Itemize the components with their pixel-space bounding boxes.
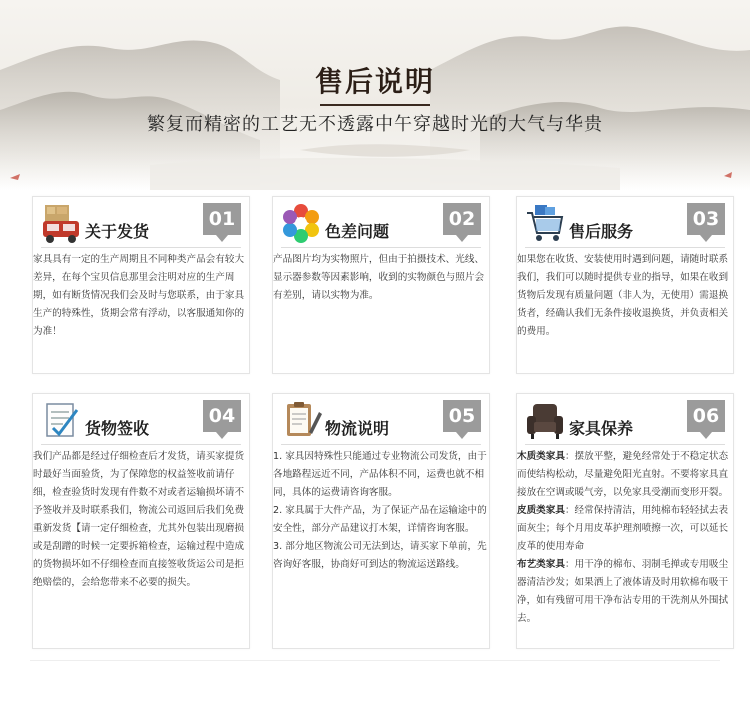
card-body (517, 251, 733, 341)
sign-document-icon (39, 398, 83, 442)
card-paragraph (517, 556, 733, 628)
card-divider (41, 444, 241, 445)
card-title: 家具保养 (569, 419, 634, 438)
paragraph-text: ：用干净的棉布、羽制毛掸或专用吸尘器清洁沙发；如果洒上了液体请及时用软棉布吸干净，如有残留可用干净布沾专用的干洗剂从外围拭去。 (517, 559, 729, 624)
card-number-badge: 05 (443, 400, 481, 432)
card-paragraph: 1. 家具因特殊性只能通过专业物流公司发货，由于各地路程远近不同，产品体积不同，运费也就不相同，具体的运费请咨询客服。 (273, 451, 487, 498)
card-logistics (272, 393, 490, 649)
card-paragraph: 如果您在收货、安装使用时遇到问题，请随时联系我们，我们可以随时提供专业的指导，如果在收到货物后发现有质量问题（非人为，无使用）需退换货者，经确认我们无条件接收退换货，并负责相关的费用。 (517, 254, 729, 337)
card-divider (41, 247, 241, 248)
card-title: 物流说明 (325, 419, 390, 438)
card-furniture-care (516, 393, 734, 649)
card-paragraph: 家具具有一定的生产周期且不同种类产品会有较大差异，在每个宝贝信息那里会注明对应的生产周期，如有断货情况我们会及时与您联系，由于家具生产的特殊性，货期会常有浮动，以客服通知你的为准！ (33, 254, 245, 337)
card-shipping (32, 196, 250, 374)
page-subtitle: 繁复而精密的工艺无不透露中午穿越时光的大气与华贵 (147, 114, 603, 135)
card-title: 色差问题 (325, 222, 390, 241)
card-paragraph (517, 502, 733, 556)
card-number-badge: 06 (687, 400, 725, 432)
card-after-sales (516, 196, 734, 374)
card-paragraph: 我们产品都是经过仔细检查后才发货，请买家提货时最好当面验货，为了保障您的权益签收前请仔细，检查验货时发现有件数不对或者运输损坏请不予签收并及时联系我们，物流公司返回后我们免费重新发货【请一定仔细检查，尤其外包装出现磨损或是刮蹭的时候一定要拆箱检查，运输过程中造成的货物损坏如不仔细检查而直接签收货运公司是拒绝赔偿的，会给您带来不必要的损失。 (33, 451, 245, 588)
card-body (273, 251, 489, 305)
footer-divider (30, 660, 720, 661)
card-title: 售后服务 (569, 222, 634, 241)
paragraph-text: ：摆放平整，避免经常处于不稳定状态而使结构松动，尽量避免阳光直射。不要将家具直接放在空调或暖气旁，以免家具受潮而变形开裂。 (517, 451, 729, 498)
card-number-badge: 03 (687, 203, 725, 235)
armchair-icon (523, 398, 567, 442)
card-body (273, 448, 489, 574)
card-color-difference (272, 196, 490, 374)
card-number-badge: 02 (443, 203, 481, 235)
card-body (517, 448, 733, 628)
header-banner (0, 0, 750, 190)
title-divider (320, 104, 430, 106)
card-paragraph: 3. 部分地区物流公司无法到达，请买家下单前，先咨询好客服，协商好可到达的物流运送路线。 (273, 541, 487, 570)
delivery-truck-icon (39, 201, 83, 245)
shopping-cart-icon (523, 201, 567, 245)
page-title: 售后说明 (314, 65, 435, 98)
clipboard-pen-icon (279, 398, 323, 442)
card-title: 货物签收 (85, 419, 150, 438)
card-number-badge: 01 (203, 203, 241, 235)
card-divider (281, 247, 481, 248)
card-paragraph: 产品图片均为实物照片，但由于拍摄技术、光线、显示器参数等因素影响，收到的实物颜色与照片会有差别，请以实物为准。 (273, 254, 485, 301)
paragraph-label: 布艺类家具 (517, 559, 565, 570)
paragraph-label: 木质类家具 (517, 451, 565, 462)
card-body (33, 251, 249, 341)
card-divider (525, 444, 725, 445)
card-goods-receipt (32, 393, 250, 649)
card-body (33, 448, 249, 592)
paragraph-label: 皮质类家具 (517, 505, 565, 516)
card-paragraph (517, 448, 733, 502)
card-divider (525, 247, 725, 248)
paragraph-text: ：经常保持清洁，用纯棉布轻轻拭去表面灰尘；每个月用皮革护理剂喷擦一次，可以延长皮革的使用寿命 (517, 505, 729, 552)
card-divider (281, 444, 481, 445)
card-number-badge: 04 (203, 400, 241, 432)
color-palette-icon (279, 201, 323, 245)
card-title: 关于发货 (85, 222, 150, 241)
card-paragraph: 2. 家具属于大件产品，为了保证产品在运输途中的安全性，部分产品建议打木架，详情咨询客服。 (273, 505, 487, 534)
